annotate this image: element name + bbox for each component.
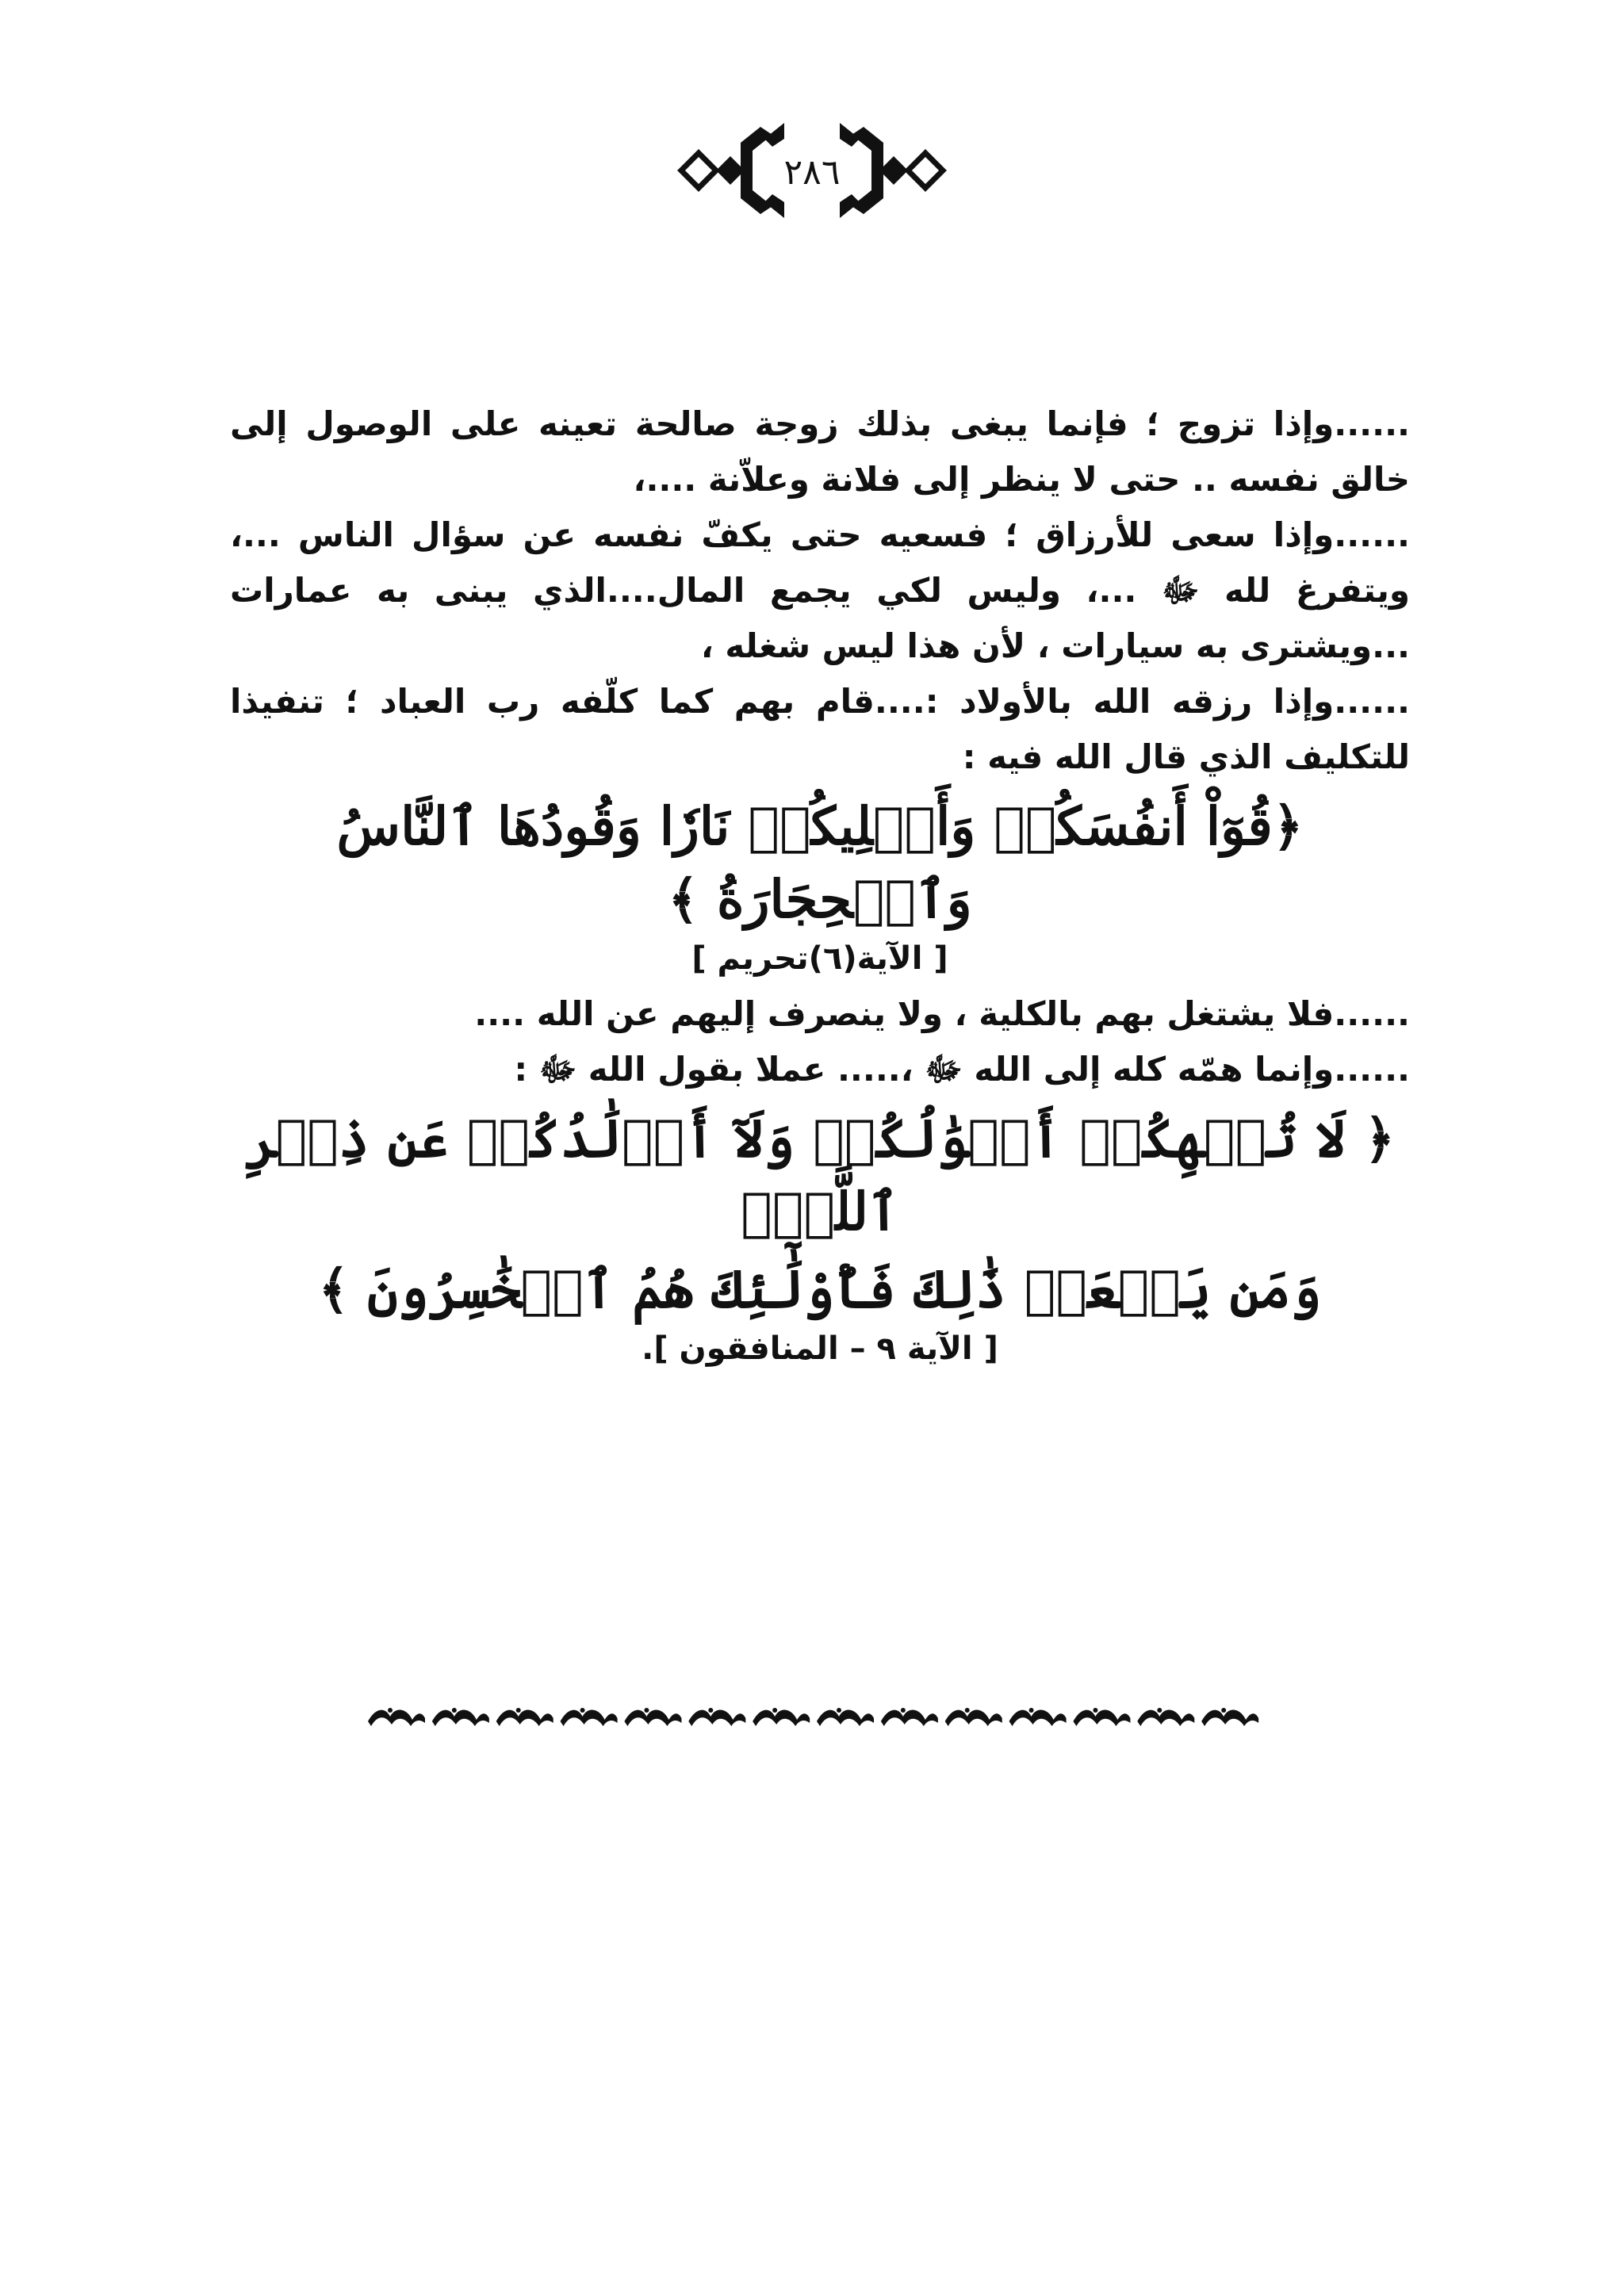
verse-reference-tahrim: [ الآية(٦)تحريم ] xyxy=(691,940,948,977)
divider-motif xyxy=(624,1708,681,1726)
divider-motif xyxy=(561,1708,618,1726)
divider-motif xyxy=(945,1708,1002,1726)
divider-motif xyxy=(1137,1708,1194,1726)
divider-motif xyxy=(1201,1708,1258,1726)
page-number-ornament xyxy=(665,111,959,230)
floral-divider xyxy=(363,1701,1261,1732)
page-number: ٢٨٦ xyxy=(783,152,841,193)
divider-motif xyxy=(496,1708,553,1726)
page-body xyxy=(218,396,1410,1376)
verse-reference-munafiqun: [ الآية ٩ – المنافقون ]. xyxy=(642,1330,998,1367)
quran-verse-tahrim: ﴿قُوٓاْ أَنفُسَكُمۡ وَأَهۡلِيكُمۡ نَارٗا وَقُودُهَا ٱلنَّاسُ وَٱلۡحِجَارَةُ ﴾ xyxy=(336,795,1304,930)
divider-motif xyxy=(368,1708,425,1726)
divider-motif xyxy=(1009,1708,1067,1726)
quran-verse-munafiqun-line-1: ﴿ لَا تُلۡهِكُمۡ أَمۡوَٰلُكُمۡ وَلَآ أَوۡلَٰدُكُمۡ عَن ذِكۡرِ ٱللَّهِۚ xyxy=(244,1108,1396,1242)
paragraph-not-distracted: ......فلا يشتغل بهم بالكلية ، ولا ينصرف إليهم عن الله .... xyxy=(474,994,1410,1033)
divider-motif xyxy=(688,1708,745,1726)
divider-motif xyxy=(432,1708,489,1726)
divider-motif xyxy=(753,1708,810,1726)
paragraph-livelihood: ......وإذا سعى للأرزاق ؛ فسعيه حتى يكفّ نفسه عن سؤال الناس ...، ويتفرغ لله ﷻ ...، وليس لكي يجمع المال....الذي يبنى به عمارات ...ويشترى به سيارات ، لأن هذا ليس شغله ، xyxy=(218,515,1410,665)
divider-motif xyxy=(1073,1708,1130,1726)
paragraph-children: ......وإذا رزقه الله بالأولاد :....قام بهم كما كلّفه رب العباد ؛ تنفيذا للتكليف الذي قال الله فيه : xyxy=(218,682,1410,776)
paragraph-devotion: ......وإنما همّه كله إلى الله ﷻ ،..... عملا بقول الله ﷻ : xyxy=(514,1050,1410,1089)
quran-verse-munafiqun-line-2: وَمَن يَفۡعَلۡ ذَٰلِكَ فَأُوْلَٰٓئِكَ هُمُ ٱلۡخَٰسِرُونَ ﴾ xyxy=(318,1258,1322,1320)
divider-motif xyxy=(881,1708,938,1726)
divider-motif xyxy=(817,1708,874,1726)
page-header xyxy=(0,111,1624,230)
paragraph-marriage: ......وإذا تزوج ؛ فإنما يبغى بذلك زوجة صالحة تعينه على الوصول إلى خالق نفسه .. حتى لا ينظر إلى فلانة وعلاّنة ....، xyxy=(218,404,1410,499)
